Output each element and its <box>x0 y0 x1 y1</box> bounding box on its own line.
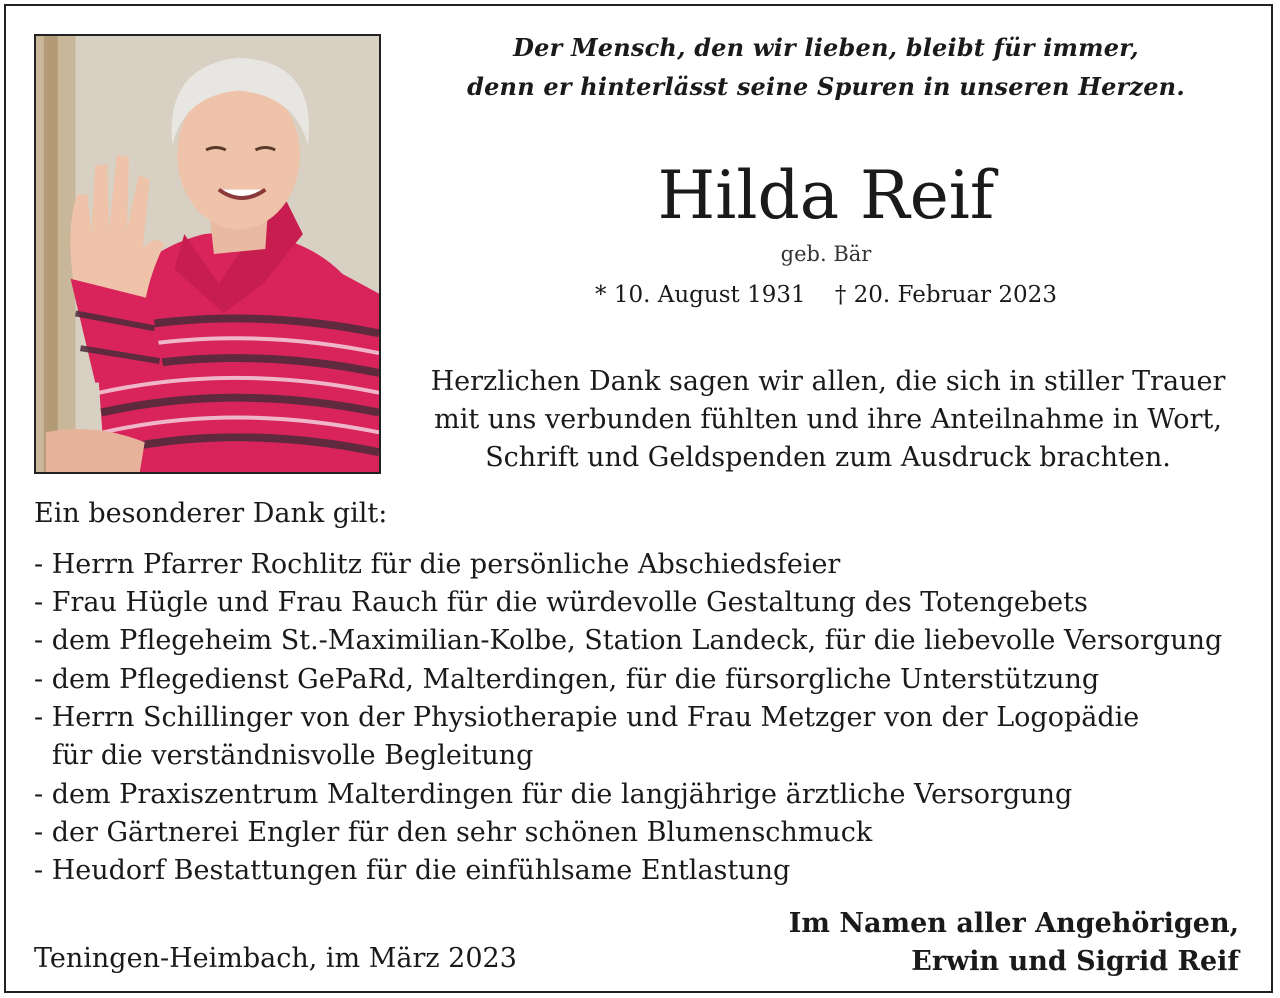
list-item: - der Gärtnerei Engler für den sehr schönen Blumenschmuck <box>34 817 873 848</box>
portrait-photo <box>34 34 381 474</box>
signature-line-1: Im Namen aller Angehörigen, <box>788 908 1239 939</box>
thanks-line-3: Schrift und Geldspenden zum Ausdruck brachten. <box>485 442 1171 473</box>
quote-line-2: denn er hinterlässt seine Spuren in unseren Herzen. <box>467 72 1185 101</box>
deceased-name: Hilda Reif <box>657 157 995 234</box>
thanks-line-1: Herzlichen Dank sagen wir allen, die sich in stiller Trauer <box>430 366 1226 397</box>
list-item: - dem Pflegeheim St.-Maximilian-Kolbe, Station Landeck, für die liebevolle Versorgung <box>34 625 1223 656</box>
list-item: - Frau Hügle und Frau Rauch für die würdevolle Gestaltung des Totengebets <box>34 587 1088 618</box>
death-date: † 20. Februar 2023 <box>834 282 1057 308</box>
list-item: - Herrn Schillinger von der Physiotherapie und Frau Metzger von der Logopädie <box>34 702 1140 733</box>
thanks-line-2: mit uns verbunden fühlten und ihre Anteilnahme in Wort, <box>434 404 1222 435</box>
place-and-date: Teningen-Heimbach, im März 2023 <box>34 943 517 974</box>
obituary-notice <box>4 4 1273 993</box>
quote-line-1: Der Mensch, den wir lieben, bleibt für immer, <box>513 33 1139 62</box>
signature-line-2: Erwin und Sigrid Reif <box>911 946 1239 977</box>
birth-date: * 10. August 1931 <box>595 282 806 308</box>
special-thanks-heading: Ein besonderer Dank gilt: <box>34 498 388 529</box>
list-item: - dem Praxiszentrum Malterdingen für die langjährige ärztliche Versorgung <box>34 779 1073 810</box>
list-item-continuation: für die verständnisvolle Begleitung <box>52 740 534 771</box>
list-item: - Herrn Pfarrer Rochlitz für die persönliche Abschiedsfeier <box>34 549 841 580</box>
maiden-name: geb. Bär <box>780 242 872 266</box>
list-item: - dem Pflegedienst GePaRd, Malterdingen, für die fürsorgliche Unterstützung <box>34 664 1100 695</box>
life-dates <box>566 282 1086 308</box>
list-item: - Heudorf Bestattungen für die einfühlsame Entlastung <box>34 855 791 886</box>
portrait-illustration <box>36 36 379 472</box>
